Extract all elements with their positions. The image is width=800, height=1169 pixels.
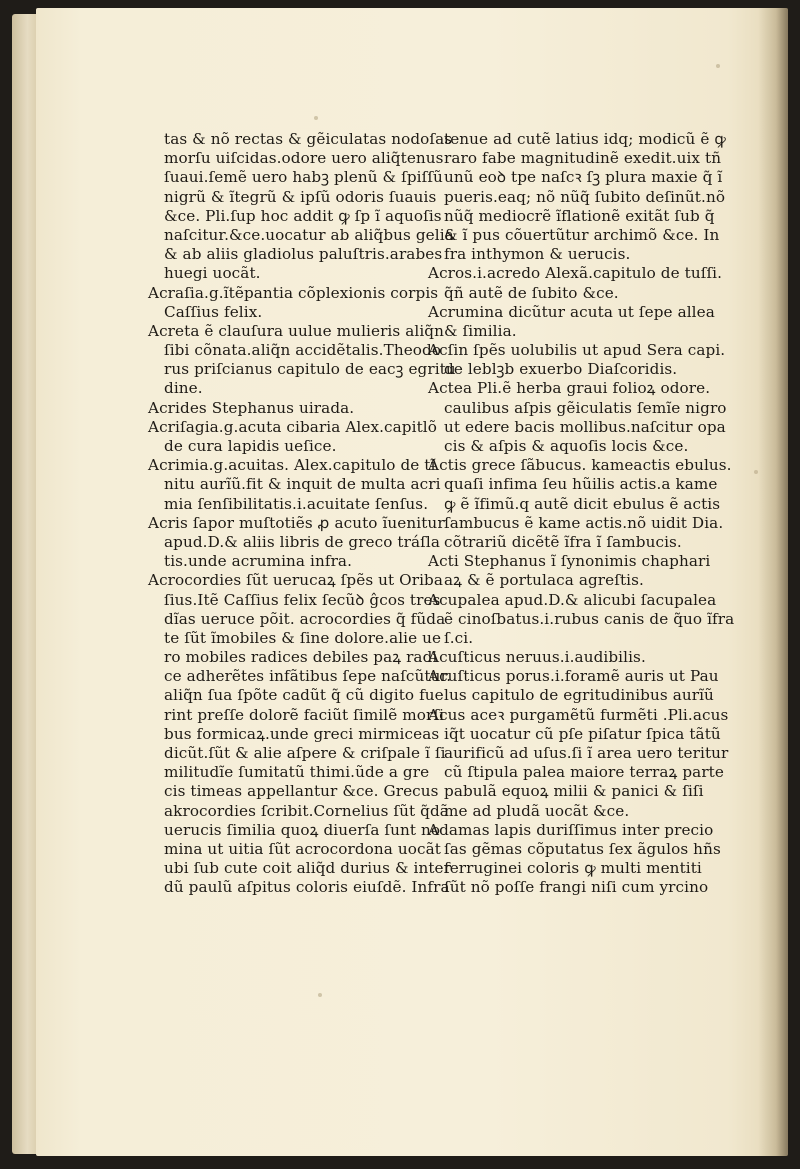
text-line: unũ eoꝺ tpe naſcꝛ ſꝫ plura maxie q̃ ĩ [444,168,723,187]
text-line: ſambucus ẽ kame actis.nõ uidit Dia. [444,513,724,532]
text-line: q̃ñ autẽ de ſubito &ce. [444,283,619,302]
text-line: me ad pludã uocãt &ce. [444,801,630,820]
text-line: huegi uocãt. [164,264,261,283]
entry-headword-line: Acreta ẽ clauſura uulue mulieris aliq̃n [148,321,444,340]
entry-headword-line: Acrocordies ſũt uerucaꝝ ſpẽs ut Oriba [148,571,443,590]
text-line: cis & aſpis & aquoſis locis &ce. [444,437,689,455]
entry-headword-line: Acrimia.g.acuitas. Alex.capitulo de tĩ [148,456,436,475]
text-line: militudĩe ſumitatũ thimi.ũde a gre [164,763,430,782]
text-line: tas & nõ rectas & gẽiculatas nodoſas [164,130,453,148]
text-line: pabulã equoꝝ milii & panici & ſiſi [444,782,704,801]
paper-speck [318,993,322,997]
text-line: dicũt.ſũt & alie aſpere & criſpale ĩ ſi [164,744,446,762]
entry-headword-line: Actea Pli.ẽ herba graui folioꝝ odore. [428,379,711,398]
text-line: &ce. Pli.ſup hoc addit ꝙ ſp ĩ aquoſis [164,206,442,225]
page-gutter-shadow [758,8,788,1156]
text-line: apud.D.& aliis libris de greco tráſla [164,532,440,551]
text-line: fra inthymon & uerucis. [444,245,631,264]
text-line: nitu aurĩũ.fit & inquit de multa acri [164,475,441,494]
text-line: dine. [164,379,203,398]
text-line: ſũt nõ poſſe frangi niſi cum yrcino [444,878,709,897]
paper-speck [314,116,318,120]
entry-headword-line: Acris ſapor muſtotiẽs ꝓ acuto ĩuenitur [148,513,445,532]
text-line: Caſſius felix. [164,302,263,321]
text-line: aꝝ & ẽ portulaca agreſtis. [444,571,644,590]
text-line: aliq̃n ſua ſpõte cadũt q̃ cũ digito fue [164,686,444,705]
text-line: cũ ſtipula palea maiore terraꝝ parte [444,763,724,782]
text-line: caulibus aſpis gẽiculatis ſemĩe nigro [444,398,727,417]
text-line: rus priſcianus capitulo de eacꝫ egritu [164,360,456,379]
entry-headword-line: Acuſticus neruus.i.audibilis. [428,648,646,667]
text-line: tenue ad cutẽ latius idq; modicũ ẽ ꝙ [444,130,726,148]
text-line: & ſimilia. [444,321,517,340]
text-line: ẽ cinoſbatus.i.rubus canis de q̃uo ĩfra [444,609,735,628]
entry-headword-line: Acrumina dicũtur acuta ut ſepe allea [428,302,715,321]
text-line: & ĩ pus cõuertũtur archimõ &ce. In [444,225,720,244]
entry-headword-line: Acraſia.g.ĩtẽpantia cõplexionis corpis [148,283,439,302]
text-line: ſibi cõnata.aliq̃n accidẽtalis.Theodo [164,341,442,360]
text-line: morſu uiſcidas.odore uero aliq̃tenus [164,149,444,168]
text-line: mina ut uitia ſũt acrocordona uocãt [164,839,441,858]
text-line: te ſũt ĩmobiles & ſine dolore.alie ue [164,628,442,647]
entry-headword-line: Acuſticus porus.i.foramẽ auris ut Pau [428,667,719,686]
text-line: aurificũ ad uſus.ſi ĩ area uero teritur [444,744,729,762]
text-line: dĩas ueruce põit. acrocordies q̃ fũda [164,609,446,628]
text-line: lus capitulo de egritudinibus aurĩũ [444,686,714,705]
text-line: ſ.ci. [444,628,474,647]
text-line: uerucis ſimilia quoꝝ diuerſa ſunt no [164,820,441,839]
text-line: ce adherẽtes infãtibus ſepe naſcũtur. [164,667,452,686]
text-line: iq̃t uocatur cũ pſe piſatur ſpica tãtũ [444,724,721,743]
text-line: ut edere bacis mollibus.naſcitur opa [444,417,726,436]
text-line: ſius.Itẽ Caſſius felix ſecũꝺ ĝcos tres [164,590,441,609]
text-line: cõtrariũ dicẽtẽ ĩfra ĩ ſambucis. [444,532,682,551]
text-line: dũ paulũ aſpitus coloris eiuſdẽ. Infra [164,878,450,897]
text-line: ꝙ ẽ ĩfimũ.q autẽ dicit ebulus ẽ actis [444,494,721,513]
entry-headword-line: Acriſagia.g.acuta cibaria Alex.capitlõ [148,417,437,436]
entry-headword-line: Adamas lapis duriſſimus inter precio [428,820,714,839]
text-line: ſas gẽmas cõputatus ſex ãgulos hñs [444,839,721,858]
text-line: tis.unde acrumina infra. [164,552,353,571]
right-text-column [428,130,744,898]
entry-headword-line: Acupalea apud.D.& alicubi ſacupalea [428,590,717,609]
text-line: naſcitur.&ce.uocatur ab aliq̃bus gelia [164,225,454,244]
text-line: bus formicaꝝ.unde greci mirmiceas [164,724,440,743]
text-line: de cura lapidis ueſice. [164,437,337,455]
left-text-column [148,130,464,898]
text-line: mia ſenſibilitatis.i.acuitate ſenſus. [164,494,429,513]
text-line: raro fabe magnitudinẽ exedit.uix tñ [444,149,722,168]
text-line: ferruginei coloris ꝙ multi mentiti [444,859,702,878]
text-line: nigrũ & ĩtegrũ & ipſũ odoris ſuauis [164,187,437,206]
text-line: de leblꝫb exuerbo Diaſcoridis. [444,360,678,379]
entry-headword-line: Acus aceꝛ purgamẽtũ furmẽti .Pli.acus [428,705,729,724]
entry-headword-line: Actis grece ſãbucus. kameactis ebulus. [428,456,732,475]
text-line: rint preſſe dolorẽ faciũt ſimilẽ morſi [164,705,445,724]
paper-speck [754,470,758,474]
entry-headword-line: Acſin ſpẽs uolubilis ut apud Sera capi. [428,341,726,360]
entry-headword-line: Acrides Stephanus uirada. [148,398,355,417]
entry-headword-line: Acros.i.acredo Alexã.capitulo de tuſſi. [428,264,723,283]
text-line: ro mobiles radices debiles paꝝ radi [164,648,438,667]
entry-headword-line: Acti Stephanus ĩ ſynonimis chaphari [428,552,711,571]
paper-speck [716,64,720,68]
text-line: nũq̃ mediocrẽ ĩflationẽ exitãt ſub q̃ [444,206,715,225]
text-line: akrocordies ſcribit.Cornelius ſũt q̃dã [164,801,449,820]
text-line: & ab aliis gladiolus paluſtris.arabes [164,245,443,264]
text-line: quaſi infima ſeu hũilis actis.a kame [444,475,718,494]
text-line: cis timeas appellantur &ce. Grecus [164,782,439,801]
text-line: ubi ſub cute coit aliq̃d durius & inter [164,859,451,878]
text-line: pueris.eaq; nõ nũq̃ ſubito deſinũt.nõ [444,187,726,206]
text-line: ſuaui.ſemẽ uero habꝫ plenũ & ſpiſſũ [164,168,443,187]
